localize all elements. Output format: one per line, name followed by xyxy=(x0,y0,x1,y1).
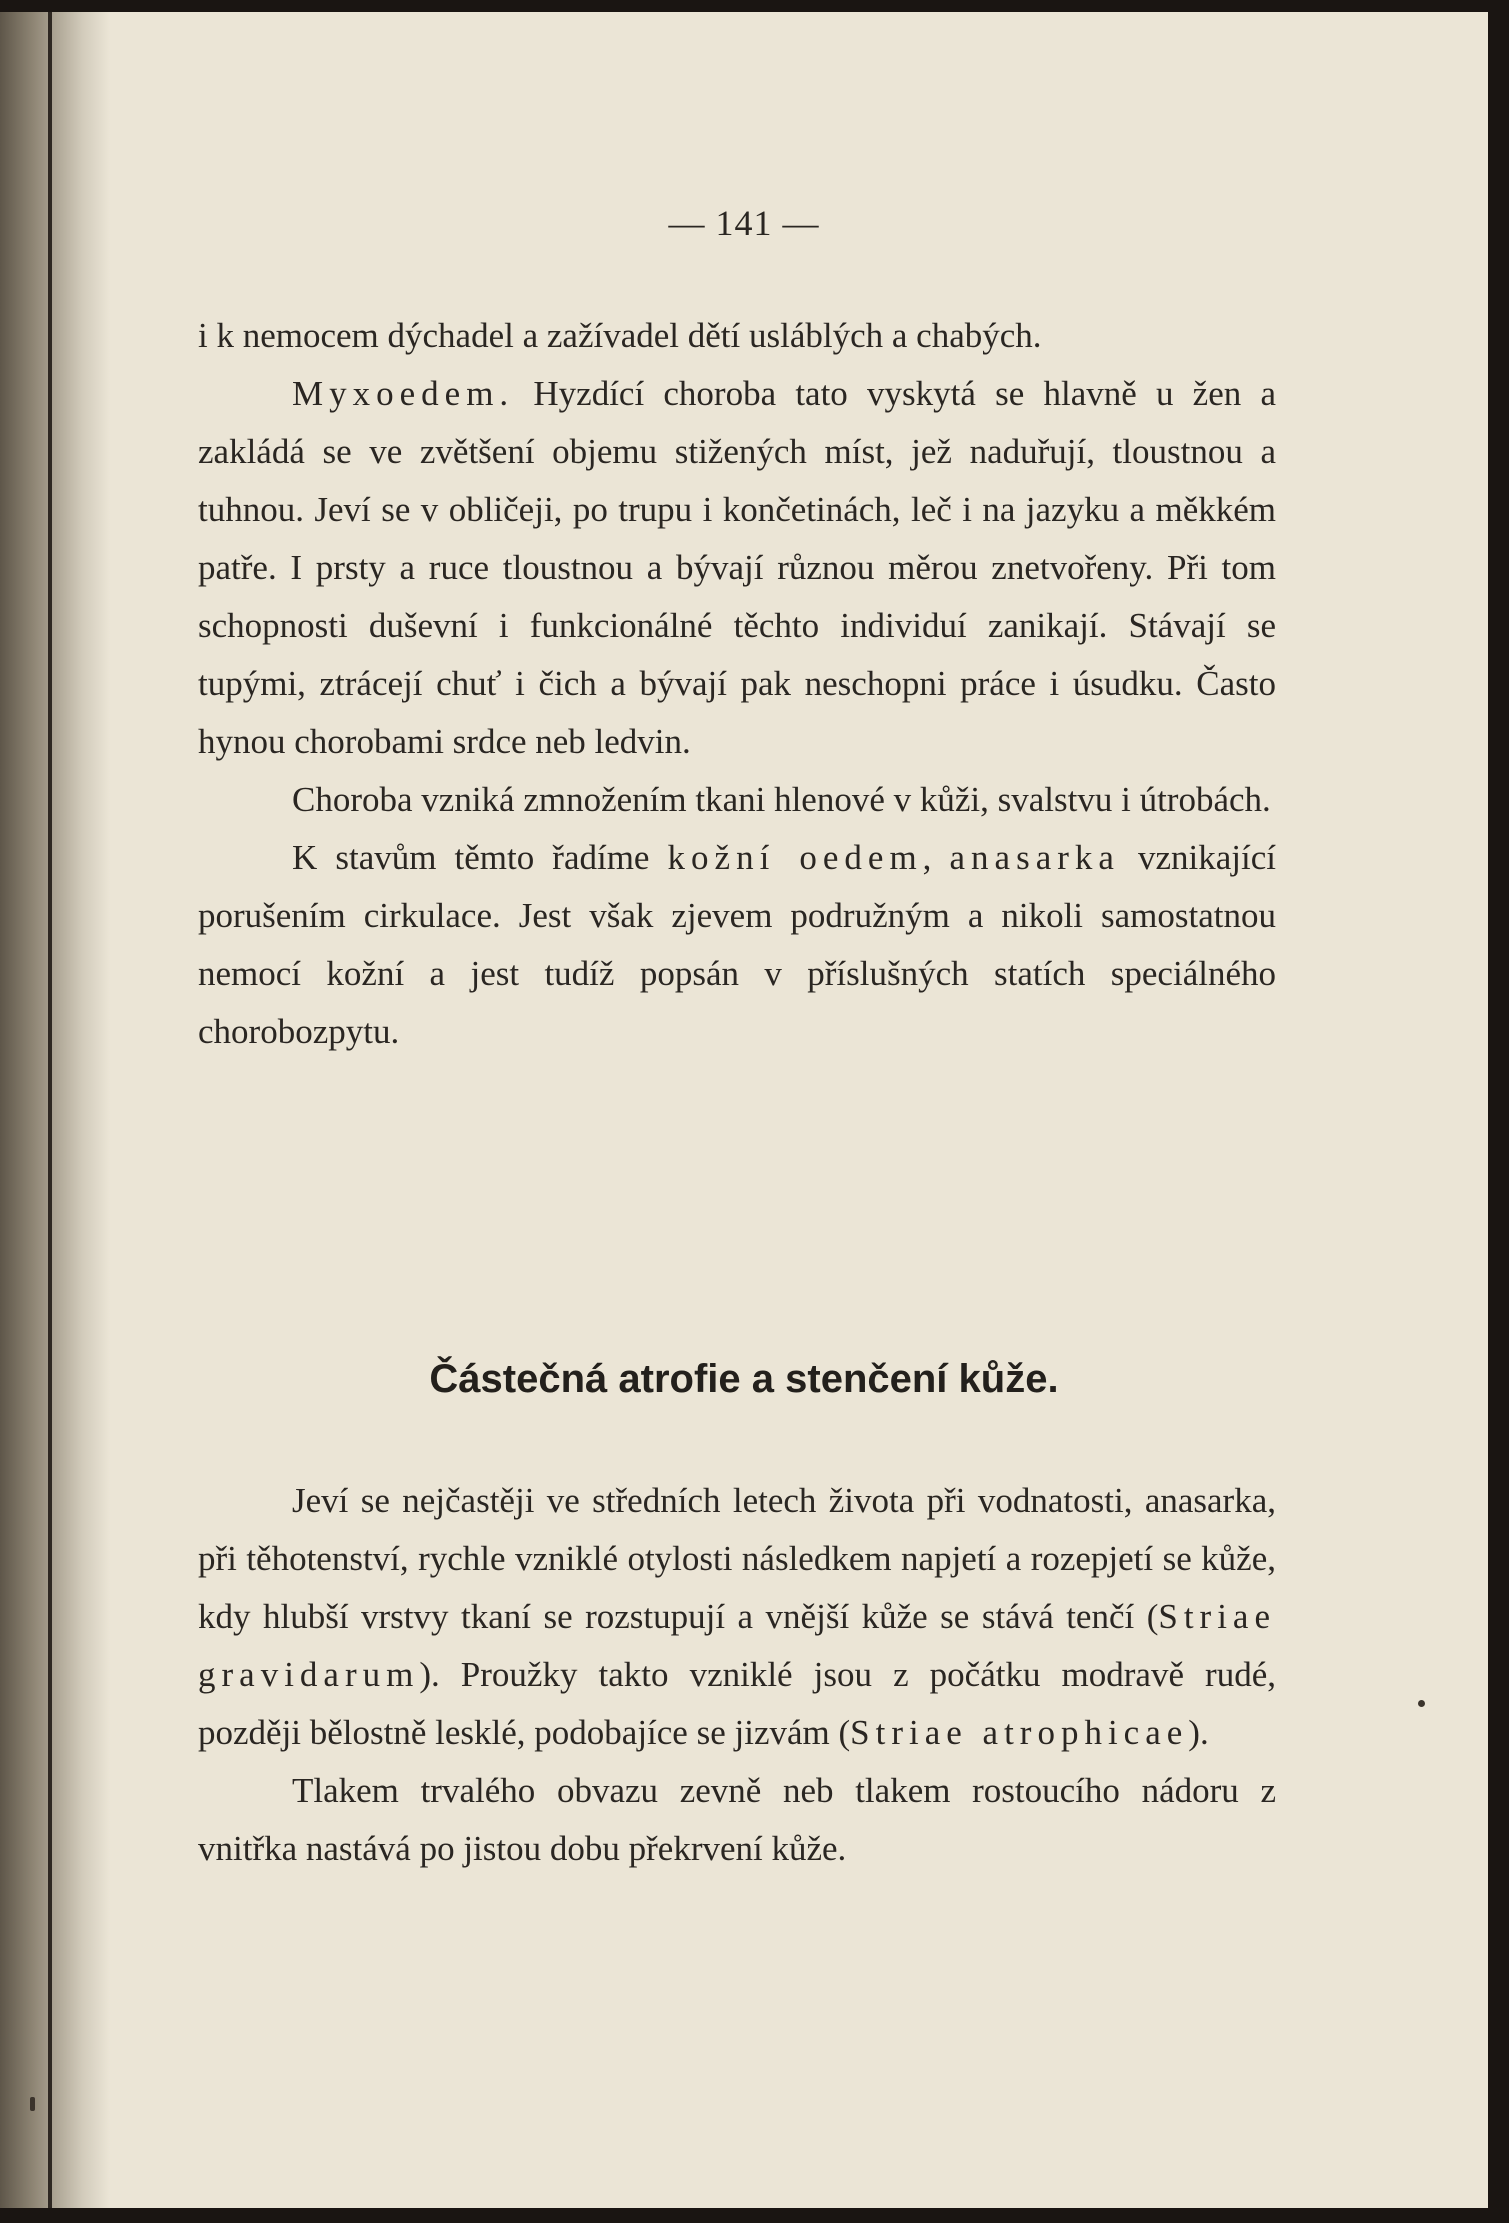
paragraph-text: Hyzdící choroba tato vyskytá se hlavně u žen a zakládá se ve zvětšení objemu stižených míst, jež naduřují, tloustnou a tuhnou. Jeví se v obličeji, po trupu i končetinách, leč i na jazyku a měkkém patře. I prsty a ruce tloustnou a bývají různou měrou znetvořeny. Při tom schopnosti duševní i funkcionálné těchto individuí zanikají. Stávají se tupými, ztrácejí chuť i čich a bývají pak neschopni práce i úsudku. Často hynou chorobami srdce neb ledvin. xyxy=(198,374,1276,761)
paragraph-text: i k nemocem dýchadel a zažívadel dětí usláblých a chabých. xyxy=(198,316,1042,355)
term-striae-gravidarum: Striae gravidarum xyxy=(198,1597,1276,1694)
paragraph-text: Jeví se nejčastěji ve středních letech života při vodnatosti, anasarka, při těhotenství, rychle vzniklé otylosti následkem napjetí a rozepjetí se kůže, kdy hlubší vrstvy tkaní se rozstupují a vnější kůže se stává tenčí ( xyxy=(198,1481,1276,1636)
paragraph-text: Choroba vzniká zmnožením tkani hlenové v kůži, svalstvu i útrobách. xyxy=(292,780,1271,819)
term-anasarka: anasarka xyxy=(949,838,1120,877)
page-speck xyxy=(30,2097,35,2111)
paragraph-text: ). xyxy=(1188,1713,1209,1752)
section-heading: Částečná atrofie a stenčení kůže. xyxy=(429,1357,1059,1401)
paragraph-myxoedem xyxy=(198,365,1276,771)
term-myxoedem: Myxoedem. xyxy=(292,374,515,413)
paragraph-text: , xyxy=(922,838,950,877)
book-page xyxy=(0,12,1488,2208)
paragraph xyxy=(198,1762,1276,1878)
paragraph-text: vznikající porušením cirkulace. Jest však zjevem podružným a nikoli samostatnou nemocí kožní a jest tudíž popsán v příslušných statích speciálného chorobozpytu. xyxy=(198,838,1276,1051)
paragraph-text: K stavům těmto řadíme xyxy=(292,838,668,877)
page-number: — 141 — xyxy=(668,203,820,243)
paragraph xyxy=(198,829,1276,1061)
paragraph-text: ). Proužky takto vzniklé jsou z počátku modravě rudé, později bělostně lesklé, podobajíce se jizvám ( xyxy=(198,1655,1276,1752)
text-block-upper xyxy=(198,307,1276,1061)
paragraph xyxy=(198,771,1276,829)
page-speck xyxy=(1418,1700,1425,1707)
paragraph-text: Tlakem trvalého obvazu zevně neb tlakem rostoucího nádoru z vnitřka nastává po jistou dobu překrvení kůže. xyxy=(198,1771,1276,1868)
text-block-lower xyxy=(198,1472,1276,1878)
binding-edge xyxy=(48,12,52,2208)
term-striae-atrophicae: Striae atrophicae xyxy=(850,1713,1189,1752)
paragraph xyxy=(198,1472,1276,1762)
term-kozni-oedem: kožní oedem xyxy=(667,838,923,877)
paragraph xyxy=(198,307,1276,365)
